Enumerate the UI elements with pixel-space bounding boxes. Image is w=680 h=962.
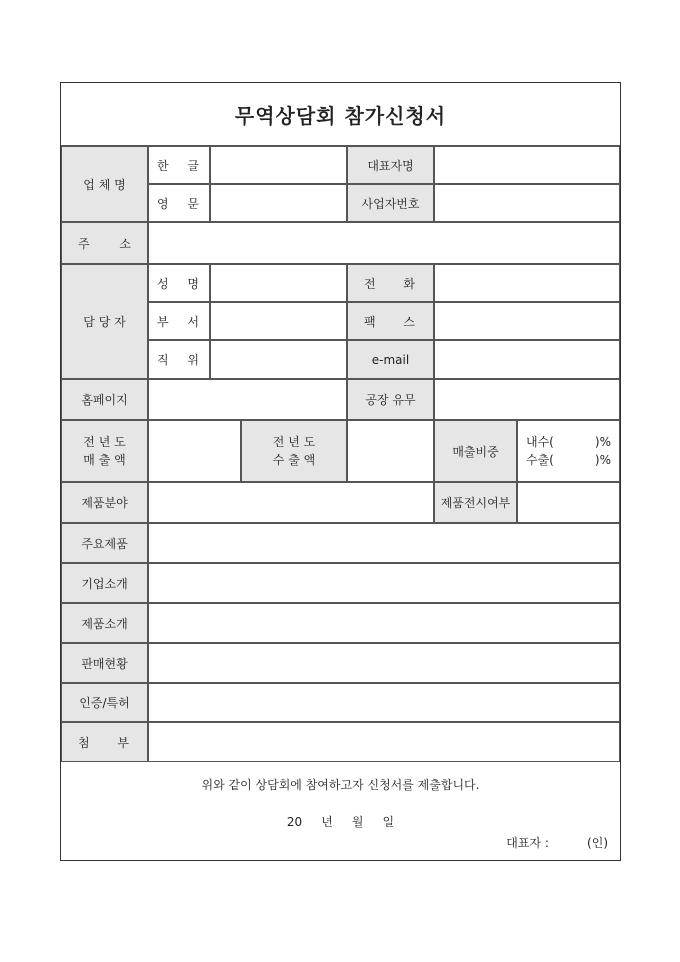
email-field[interactable]	[434, 340, 620, 379]
application-form	[60, 82, 621, 861]
business-number-field[interactable]	[434, 184, 620, 222]
address-label-char-2: 소	[119, 236, 131, 251]
domestic-open: 내수(	[526, 435, 554, 449]
position-label	[148, 340, 210, 379]
homepage-label: 홈페이지	[61, 379, 148, 420]
export-ratio	[526, 451, 611, 469]
english-name-field[interactable]	[210, 184, 347, 222]
previous-export-field[interactable]	[347, 420, 434, 482]
attachment-label	[61, 722, 148, 762]
product-field-input[interactable]	[148, 482, 434, 523]
representative-signature: 대표자 : (인)	[506, 836, 608, 850]
name-label-char-2: 명	[187, 276, 199, 291]
company-name-label: 업 체 명	[61, 146, 148, 222]
product-intro-field[interactable]	[148, 603, 620, 643]
name-label-char-1: 성	[157, 276, 169, 291]
export-close: )%	[594, 453, 611, 467]
position-field[interactable]	[210, 340, 347, 379]
certification-label: 인증/특허	[61, 683, 148, 722]
homepage-field[interactable]	[148, 379, 347, 420]
email-label: e-mail	[347, 340, 434, 379]
business-number-label: 사업자번호	[347, 184, 434, 222]
address-label-char-1: 주	[78, 236, 90, 251]
certification-field[interactable]	[148, 683, 620, 722]
statement-section	[61, 762, 620, 860]
main-products-field[interactable]	[148, 523, 620, 563]
phone-label	[347, 264, 434, 302]
position-label-char-2: 위	[187, 353, 199, 367]
attachment-label-char-1: 첨	[78, 735, 90, 750]
company-intro-label: 기업소개	[61, 563, 148, 603]
prev-export-line-2: 수 출 액	[272, 453, 316, 467]
sales-status-label: 판매현황	[61, 643, 148, 683]
fax-field[interactable]	[434, 302, 620, 340]
prev-export-line-1: 전 년 도	[272, 435, 316, 449]
company-intro-field[interactable]	[148, 563, 620, 603]
korean-name-field[interactable]	[210, 146, 347, 184]
export-open: 수출(	[526, 453, 554, 467]
factory-label: 공장 유무	[347, 379, 434, 420]
main-products-label: 주요제품	[61, 523, 148, 563]
phone-field[interactable]	[434, 264, 620, 302]
korean-label-char-1: 한	[157, 158, 169, 173]
department-field[interactable]	[210, 302, 347, 340]
domestic-ratio	[526, 433, 611, 451]
previous-sales-label	[61, 420, 148, 482]
product-intro-label: 제품소개	[61, 603, 148, 643]
contact-person-label: 담 당 자	[61, 264, 148, 379]
exhibit-label: 제품전시여부	[434, 482, 517, 523]
address-field[interactable]	[148, 222, 620, 264]
fax-label	[347, 302, 434, 340]
department-label-char-1: 부	[157, 314, 169, 329]
department-label-char-2: 서	[187, 314, 199, 329]
form-title: 무역상담회 참가신청서	[61, 83, 620, 146]
phone-label-char-1: 전	[364, 276, 376, 291]
date-line: 20 년 월 일	[286, 815, 395, 829]
fax-label-char-1: 팩	[364, 314, 376, 329]
attachment-field[interactable]	[148, 722, 620, 762]
domestic-close: )%	[594, 435, 611, 449]
fax-label-char-2: 스	[403, 314, 415, 329]
english-label-char-1: 영	[157, 196, 169, 211]
address-label	[61, 222, 148, 264]
attachment-label-char-2: 부	[117, 735, 129, 750]
prev-sales-line-2: 매 출 액	[83, 453, 126, 467]
representative-field[interactable]	[434, 146, 620, 184]
prev-sales-line-1: 전 년 도	[83, 435, 126, 449]
position-label-char-1: 직	[157, 353, 169, 367]
statement-text: 위와 같이 상담회에 참여하고자 신청서를 제출합니다.	[201, 778, 480, 792]
sales-status-field[interactable]	[148, 643, 620, 683]
korean-name-label	[148, 146, 210, 184]
sales-ratio-label: 매출비중	[434, 420, 517, 482]
representative-label: 대표자명	[347, 146, 434, 184]
factory-field[interactable]	[434, 379, 620, 420]
english-name-label	[148, 184, 210, 222]
english-label-char-2: 문	[187, 196, 199, 211]
department-label	[148, 302, 210, 340]
phone-label-char-2: 화	[403, 276, 415, 291]
exhibit-field[interactable]	[517, 482, 620, 523]
korean-label-char-2: 글	[187, 158, 199, 173]
contact-name-label	[148, 264, 210, 302]
previous-export-label	[241, 420, 347, 482]
previous-sales-field[interactable]	[148, 420, 241, 482]
sales-ratio-field[interactable]	[517, 420, 620, 482]
contact-name-field[interactable]	[210, 264, 347, 302]
product-field-label: 제품분야	[61, 482, 148, 523]
